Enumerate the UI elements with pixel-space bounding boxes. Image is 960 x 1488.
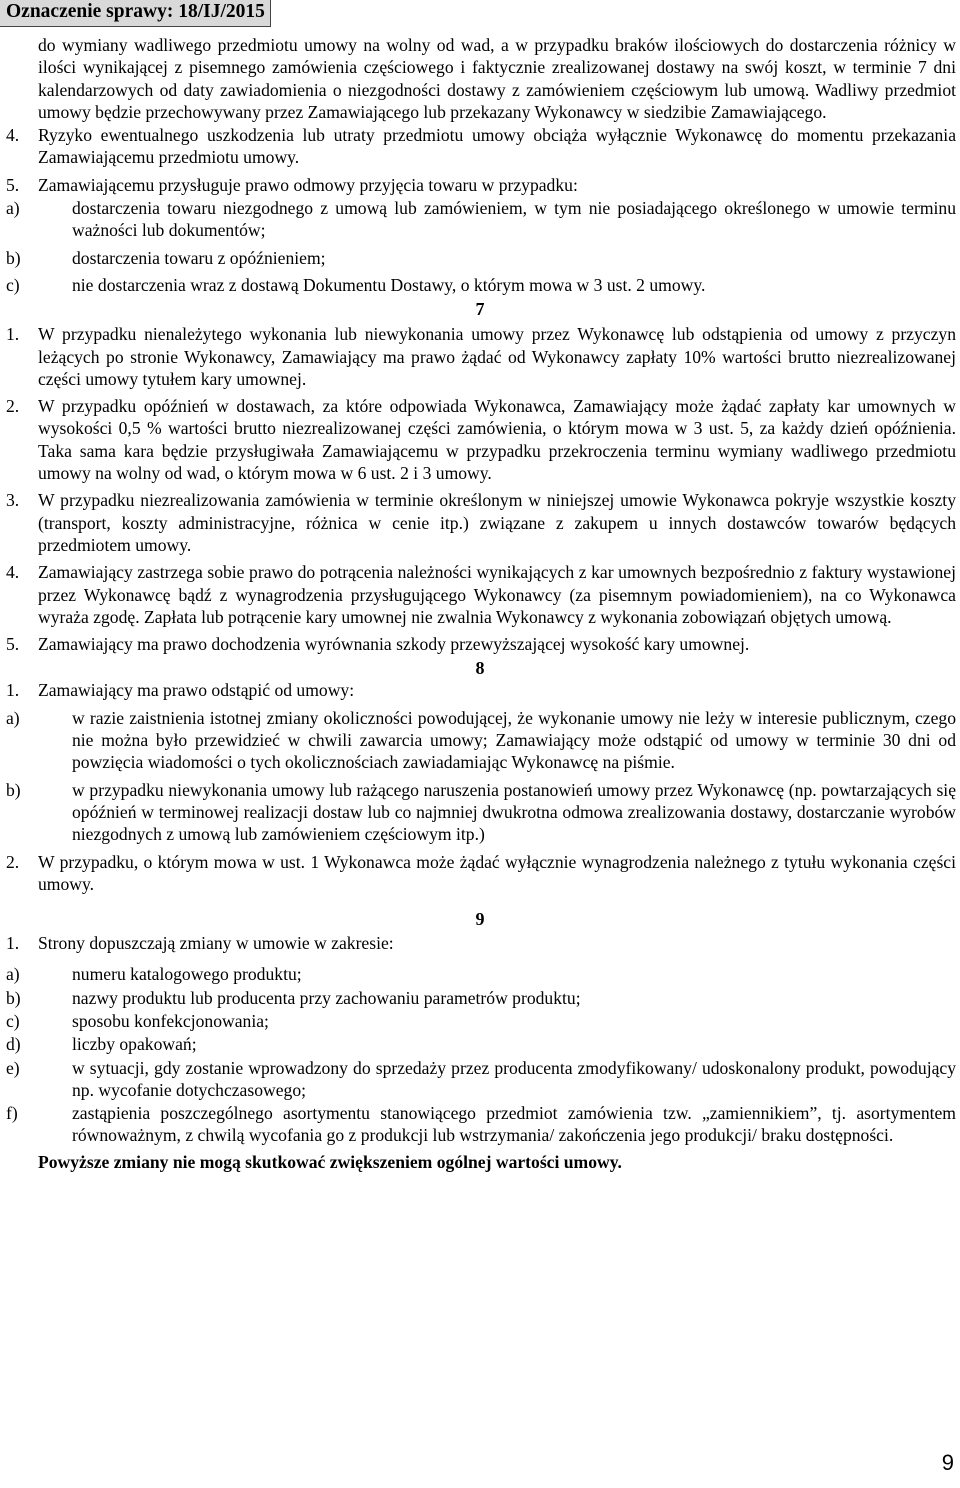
- list-label: a): [6, 707, 20, 728]
- list-text: w sytuacji, gdy zostanie wprowadzony do sprzedaży przez producenta zmodyfikowany/ udoskonalony produkt, powodujący np. wycofanie dotychczasowego;: [72, 1057, 956, 1100]
- list-label: d): [6, 1034, 21, 1055]
- case-header: [0, 0, 271, 27]
- list-text: liczby opakowań;: [72, 1034, 197, 1055]
- paragraph-number: 5.: [6, 174, 20, 195]
- list-label: b): [6, 247, 21, 268]
- list-item-9-1-c: [6, 1010, 956, 1032]
- paragraph-text: W przypadku niezrealizowania zamówienia w terminie określonym w niniejszej umowie Wykonawca pokryje wszystkie koszty (transport, koszty administracyjne, różnica w cenie itp.) związane z zakupem u innych dostawców towarów będących przedmiotem umowy.: [38, 490, 956, 555]
- paragraph-number: 1.: [6, 933, 20, 954]
- paragraph-number: 2.: [6, 851, 20, 872]
- list-item-8-1-b: [6, 779, 956, 846]
- section-heading-7: [0, 298, 960, 320]
- paragraph-number: 4.: [6, 562, 20, 583]
- list-text: sposobu konfekcjonowania;: [72, 1010, 269, 1031]
- list-label: e): [6, 1057, 20, 1078]
- section-number: 8: [475, 658, 485, 679]
- section-heading-8: [0, 657, 960, 679]
- paragraph-text: Ryzyko ewentualnego uszkodzenia lub utraty przedmiotu umowy obciąża wyłącznie Wykonawcę do momentu przekazania Zamawiającemu przedmiotu umowy.: [38, 125, 956, 168]
- paragraph-number: 1.: [6, 680, 20, 701]
- list-label: a): [6, 964, 20, 985]
- list-item-6-5-a: [6, 197, 956, 242]
- page-number: 9: [941, 1450, 954, 1475]
- list-label: b): [6, 987, 21, 1008]
- paragraph-number: 2.: [6, 396, 20, 417]
- list-item-9-1-e: [6, 1057, 956, 1102]
- paragraph-7-5: [6, 633, 956, 655]
- list-item-9-1-d: [6, 1033, 956, 1055]
- list-label: a): [6, 198, 20, 219]
- list-text: dostarczenia towaru z opóźnieniem;: [72, 247, 326, 268]
- list-label: c): [6, 1010, 20, 1031]
- section-number: 9: [475, 909, 485, 930]
- paragraph-text: Zamawiający zastrzega sobie prawo do potrącenia należności wynikających z kar umownych bezpośrednio z faktury wystawionej przez Wykonawcę bądź z wynagrodzenia przysługującego Wykonawcy (za pisemnym powiadomieniem), na co Wykonawca wyraża zgodę. Zapłata lub potrącenie kary umownej nie zwalnia Wykonawcy z wykonania zobowiązań objętych umową.: [38, 562, 956, 627]
- list-label: c): [6, 274, 20, 295]
- case-number-label: Oznaczenie sprawy: 18/IJ/2015: [6, 1, 265, 22]
- section-heading-9: [0, 908, 960, 930]
- list-text: nazwy produktu lub producenta przy zachowaniu parametrów produktu;: [72, 987, 581, 1008]
- list-label: f): [6, 1103, 18, 1124]
- paragraph-8-1: [6, 679, 956, 701]
- document-body: [0, 34, 960, 1173]
- list-text: zastąpienia poszczególnego asortymentu stanowiącego przedmiot zamówienia tzw. „zamiennikiem”, tj. asortymentem równoważnym, z chwilą wycofania go z produkcji lub wstrzymania/ zakończenia jego produkcji/ braku dostępności.: [72, 1103, 956, 1146]
- list-text: w przypadku niewykonania umowy lub rażącego naruszenia postanowień umowy przez Wykonawcę (np. powtarzających się opóźnień w terminowej realizacji dostaw lub co najmniej dwukrotna odmowa zrealizowania dostawy, dostarczanie wyrobów niezgodnych z umową lub zamówieniem częściowym itp.): [72, 779, 956, 845]
- list-item-9-1-f: [6, 1102, 956, 1147]
- list-text: w razie zaistnienia istotnej zmiany okoliczności powodującej, że wykonanie umowy nie leży w interesie publicznym, czego nie można było przewidzieć w chwili zawarcia umowy; Zamawiający może odstąpić od umowy w terminie 30 dni od powzięcia wiadomości o tych okolicznościach zawiadamiając Wykonawcę na piśmie.: [72, 707, 956, 773]
- paragraph-9-1: [6, 932, 956, 954]
- list-item-8-1-a: [6, 707, 956, 774]
- paragraph-text: W przypadku opóźnień w dostawach, za które odpowiada Wykonawca, Zamawiający może żądać zapłaty kar umownych w wysokości 0,5 % wartości brutto niezrealizowanej części zamówienia, o którym mowa w 3 ust. 5, za każdy dzień opóźnienia. Taka sama kara będzie przysługiwała Zamawiającemu w przypadku przekroczenia terminu wymiany wadliwego przedmiotu umowy na wolny od wad, o którym mowa w 6 ust. 2 i 3 umowy.: [38, 396, 956, 484]
- paragraph-7-1: [6, 323, 956, 390]
- paragraph-8-2: [6, 851, 956, 896]
- paragraph-7-2: [6, 395, 956, 484]
- paragraph-6-5: [6, 174, 956, 196]
- paragraph-7-3: [6, 489, 956, 556]
- paragraph-text: Zamawiający ma prawo dochodzenia wyrównania szkody przewyższającej wysokość kary umownej.: [38, 634, 750, 655]
- paragraph-number: 5.: [6, 634, 20, 655]
- intro-paragraph: do wymiany wadliwego przedmiotu umowy na wolny od wad, a w przypadku braków ilościowych do dostarczenia różnicy w ilości wynikającej z pisemnego zamówienia częściowego i faktycznie zrealizowanej dostawy na swój koszt, w terminie 7 dni kalendarzowych od daty zawiadomienia o niezgodności dostawy z zamówieniem częściowym lub umową. Wadliwy przedmiot umowy będzie przechowywany przez Zamawiającego lub przekazany Wykonawcy w siedzibie Zamawiającego.: [38, 35, 956, 122]
- paragraph-text: W przypadku nienależytego wykonania lub niewykonania umowy przez Wykonawcę lub odstąpienia od umowy z przyczyn leżących po stronie Wykonawcy, Zamawiający ma prawo żądać od Wykonawcy zapłaty 10% wartości brutto niezrealizowanej części umowy tytułem kary umownej.: [38, 324, 956, 389]
- paragraph-6-4: [6, 124, 956, 169]
- list-item-9-1-b: [6, 987, 956, 1009]
- list-item-6-5-b: [6, 247, 956, 269]
- list-text: numeru katalogowego produktu;: [72, 964, 302, 985]
- paragraph-number: 4.: [6, 125, 20, 146]
- list-item-9-1-a: [6, 963, 956, 985]
- paragraph-number: 3.: [6, 490, 20, 511]
- paragraph-text: Zamawiający ma prawo odstąpić od umowy:: [38, 680, 355, 701]
- list-label: b): [6, 779, 21, 800]
- paragraph-text: Zamawiającemu przysługuje prawo odmowy przyjęcia towaru w przypadku:: [38, 174, 578, 195]
- list-item-6-5-c: [6, 274, 956, 296]
- paragraph-text: W przypadku, o którym mowa w ust. 1 Wykonawca może żądać wyłącznie wynagrodzenia należnego z tytułu wykonania części umowy.: [38, 851, 956, 894]
- section-number: 7: [475, 299, 485, 320]
- paragraph-7-4: [6, 561, 956, 628]
- list-text: nie dostarczenia wraz z dostawą Dokumentu Dostawy, o którym mowa w 3 ust. 2 umowy.: [72, 274, 706, 295]
- list-text: dostarczenia towaru niezgodnego z umową lub zamówieniem, w tym nie posiadającego określonego w umowie terminu ważności lub dokumentów;: [72, 198, 956, 241]
- paragraph-number: 1.: [6, 324, 20, 345]
- closing-statement: Powyższe zmiany nie mogą skutkować zwiększeniem ogólnej wartości umowy.: [38, 1151, 622, 1172]
- paragraph-text: Strony dopuszczają zmiany w umowie w zakresie:: [38, 933, 394, 954]
